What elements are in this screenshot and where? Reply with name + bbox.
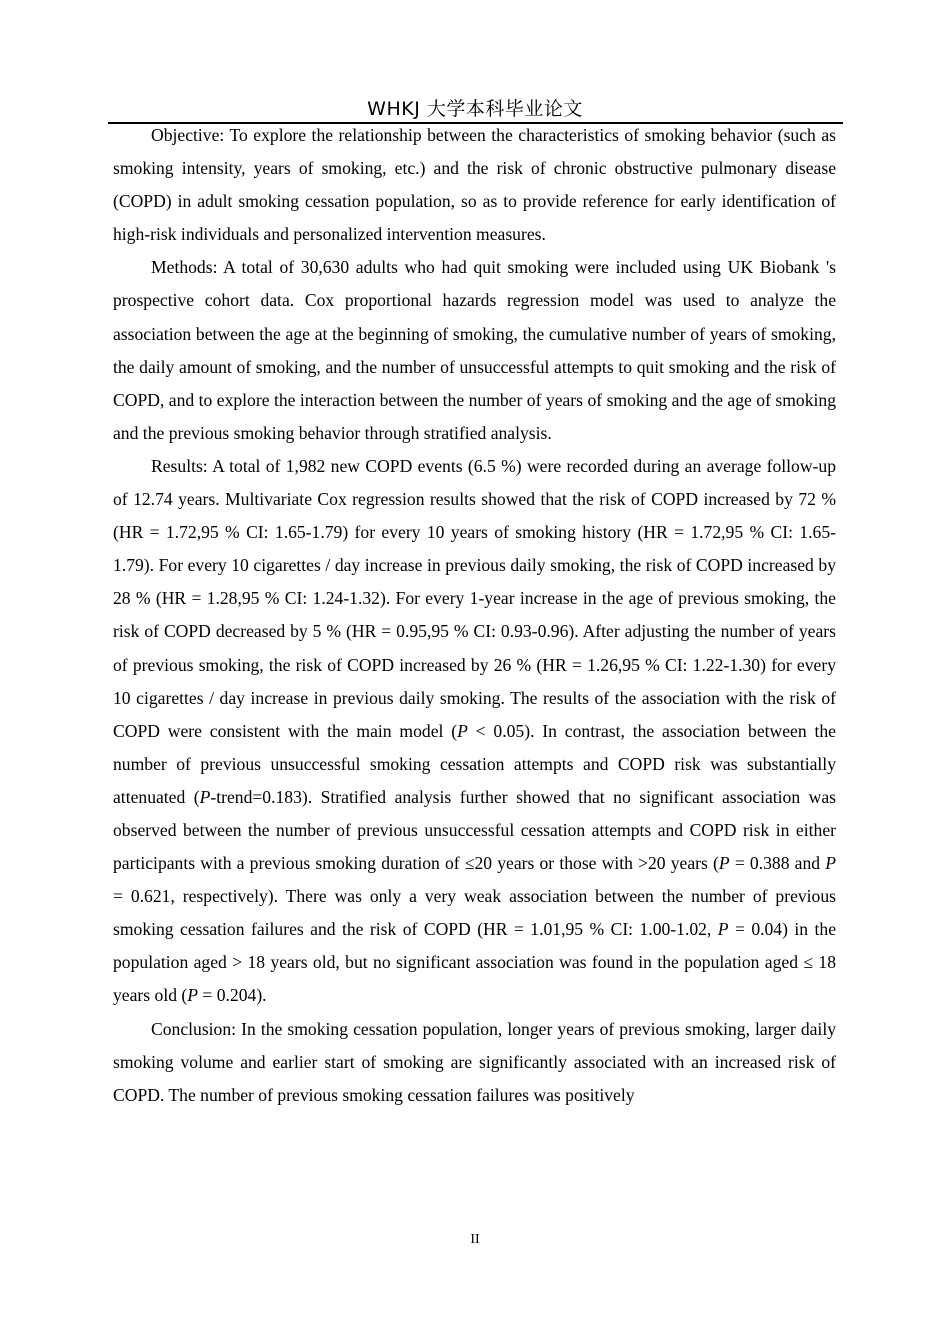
page-number: II <box>470 1232 480 1247</box>
methods-paragraph: Methods: A total of 30,630 adults who had quit smoking were included using UK Biobank 's prospective cohort data. Cox proportional hazards regression model was used to analyze the association between the age at the beginning of smoking, the cumulative number of years of smoking, the daily amount of smoking, and the number of unsuccessful attempts to quit smoking and the risk of COPD, and to explore the interaction between the number of years of smoking and the age of smoking and the previous smoking behavior through stratified analysis. <box>113 257 836 443</box>
results-text: = 0.204). <box>198 985 267 1006</box>
p-value-symbol: P <box>717 919 729 940</box>
results-text: -trend=0.183). Stratified analysis further showed that no significant association was observed between the number of previous unsuccessful cessation attempts and COPD risk in either participants with a previous smoking duration of ≤20 years or those with >20 years ( <box>113 786 836 874</box>
p-value-symbol: P <box>199 786 211 807</box>
abstract-body <box>113 119 836 1112</box>
results-text: = 0.621, respectively). There was only a very weak association between the number of previous smoking cessation failures and the risk of COPD (HR = 1.01,95 % CI: 1.00-1.02, <box>113 886 836 940</box>
results-text: Results: A total of 1,982 new COPD events (6.5 %) were recorded during an average follow-up of 12.74 years. Multivariate Cox regression results showed that the risk of COPD increased by 72 % (HR = 1.72,95 % CI: 1.65-1.79) for every 10 years of smoking history (HR = 1.72,95 % CI: 1.65-1.79). For every 10 cigarettes / day increase in previous daily smoking, the risk of COPD increased by 28 % (HR = 1.28,95 % CI: 1.24-1.32). For every 1-year increase in the age of previous smoking, the risk of COPD decreased by 5 % (HR = 0.95,95 % CI: 0.93-0.96). After adjusting the number of years of previous smoking, the risk of COPD increased by 26 % (HR = 1.26,95 % CI: 1.22-1.30) for every 10 cigarettes / day increase in previous daily smoking. The results of the association with the risk of COPD were consistent with the main model ( <box>113 455 836 741</box>
p-value-symbol: P <box>718 853 730 874</box>
p-value-symbol: P <box>825 853 836 874</box>
conclusion-paragraph: Conclusion: In the smoking cessation population, longer years of previous smoking, larger daily smoking volume and earlier start of smoking are significantly associated with an increased risk of COPD. The number of previous smoking cessation failures was positively <box>113 1018 836 1105</box>
objective-paragraph: Objective: To explore the relationship between the characteristics of smoking behavior (such as smoking intensity, years of smoking, etc.) and the risk of chronic obstructive pulmonary disease (COPD) in adult smoking cessation population, so as to provide reference for early identification of high-risk individuals and personalized intervention measures. <box>113 125 836 245</box>
results-text: = 0.04) in the population aged > 18 years old, but no significant association was found in the population aged ≤ 18 years old ( <box>113 919 837 1006</box>
results-text: < 0.05). In contrast, the association between the number of previous unsuccessful smoking cessation attempts and COPD risk was substantially attenuated ( <box>113 720 836 807</box>
results-paragraph <box>113 450 836 1013</box>
p-value-symbol: P <box>187 985 199 1006</box>
header-title: WHKJ 大学本科毕业论文 <box>367 98 583 120</box>
p-value-symbol: P <box>457 720 468 741</box>
results-text: = 0.388 and <box>729 853 826 874</box>
